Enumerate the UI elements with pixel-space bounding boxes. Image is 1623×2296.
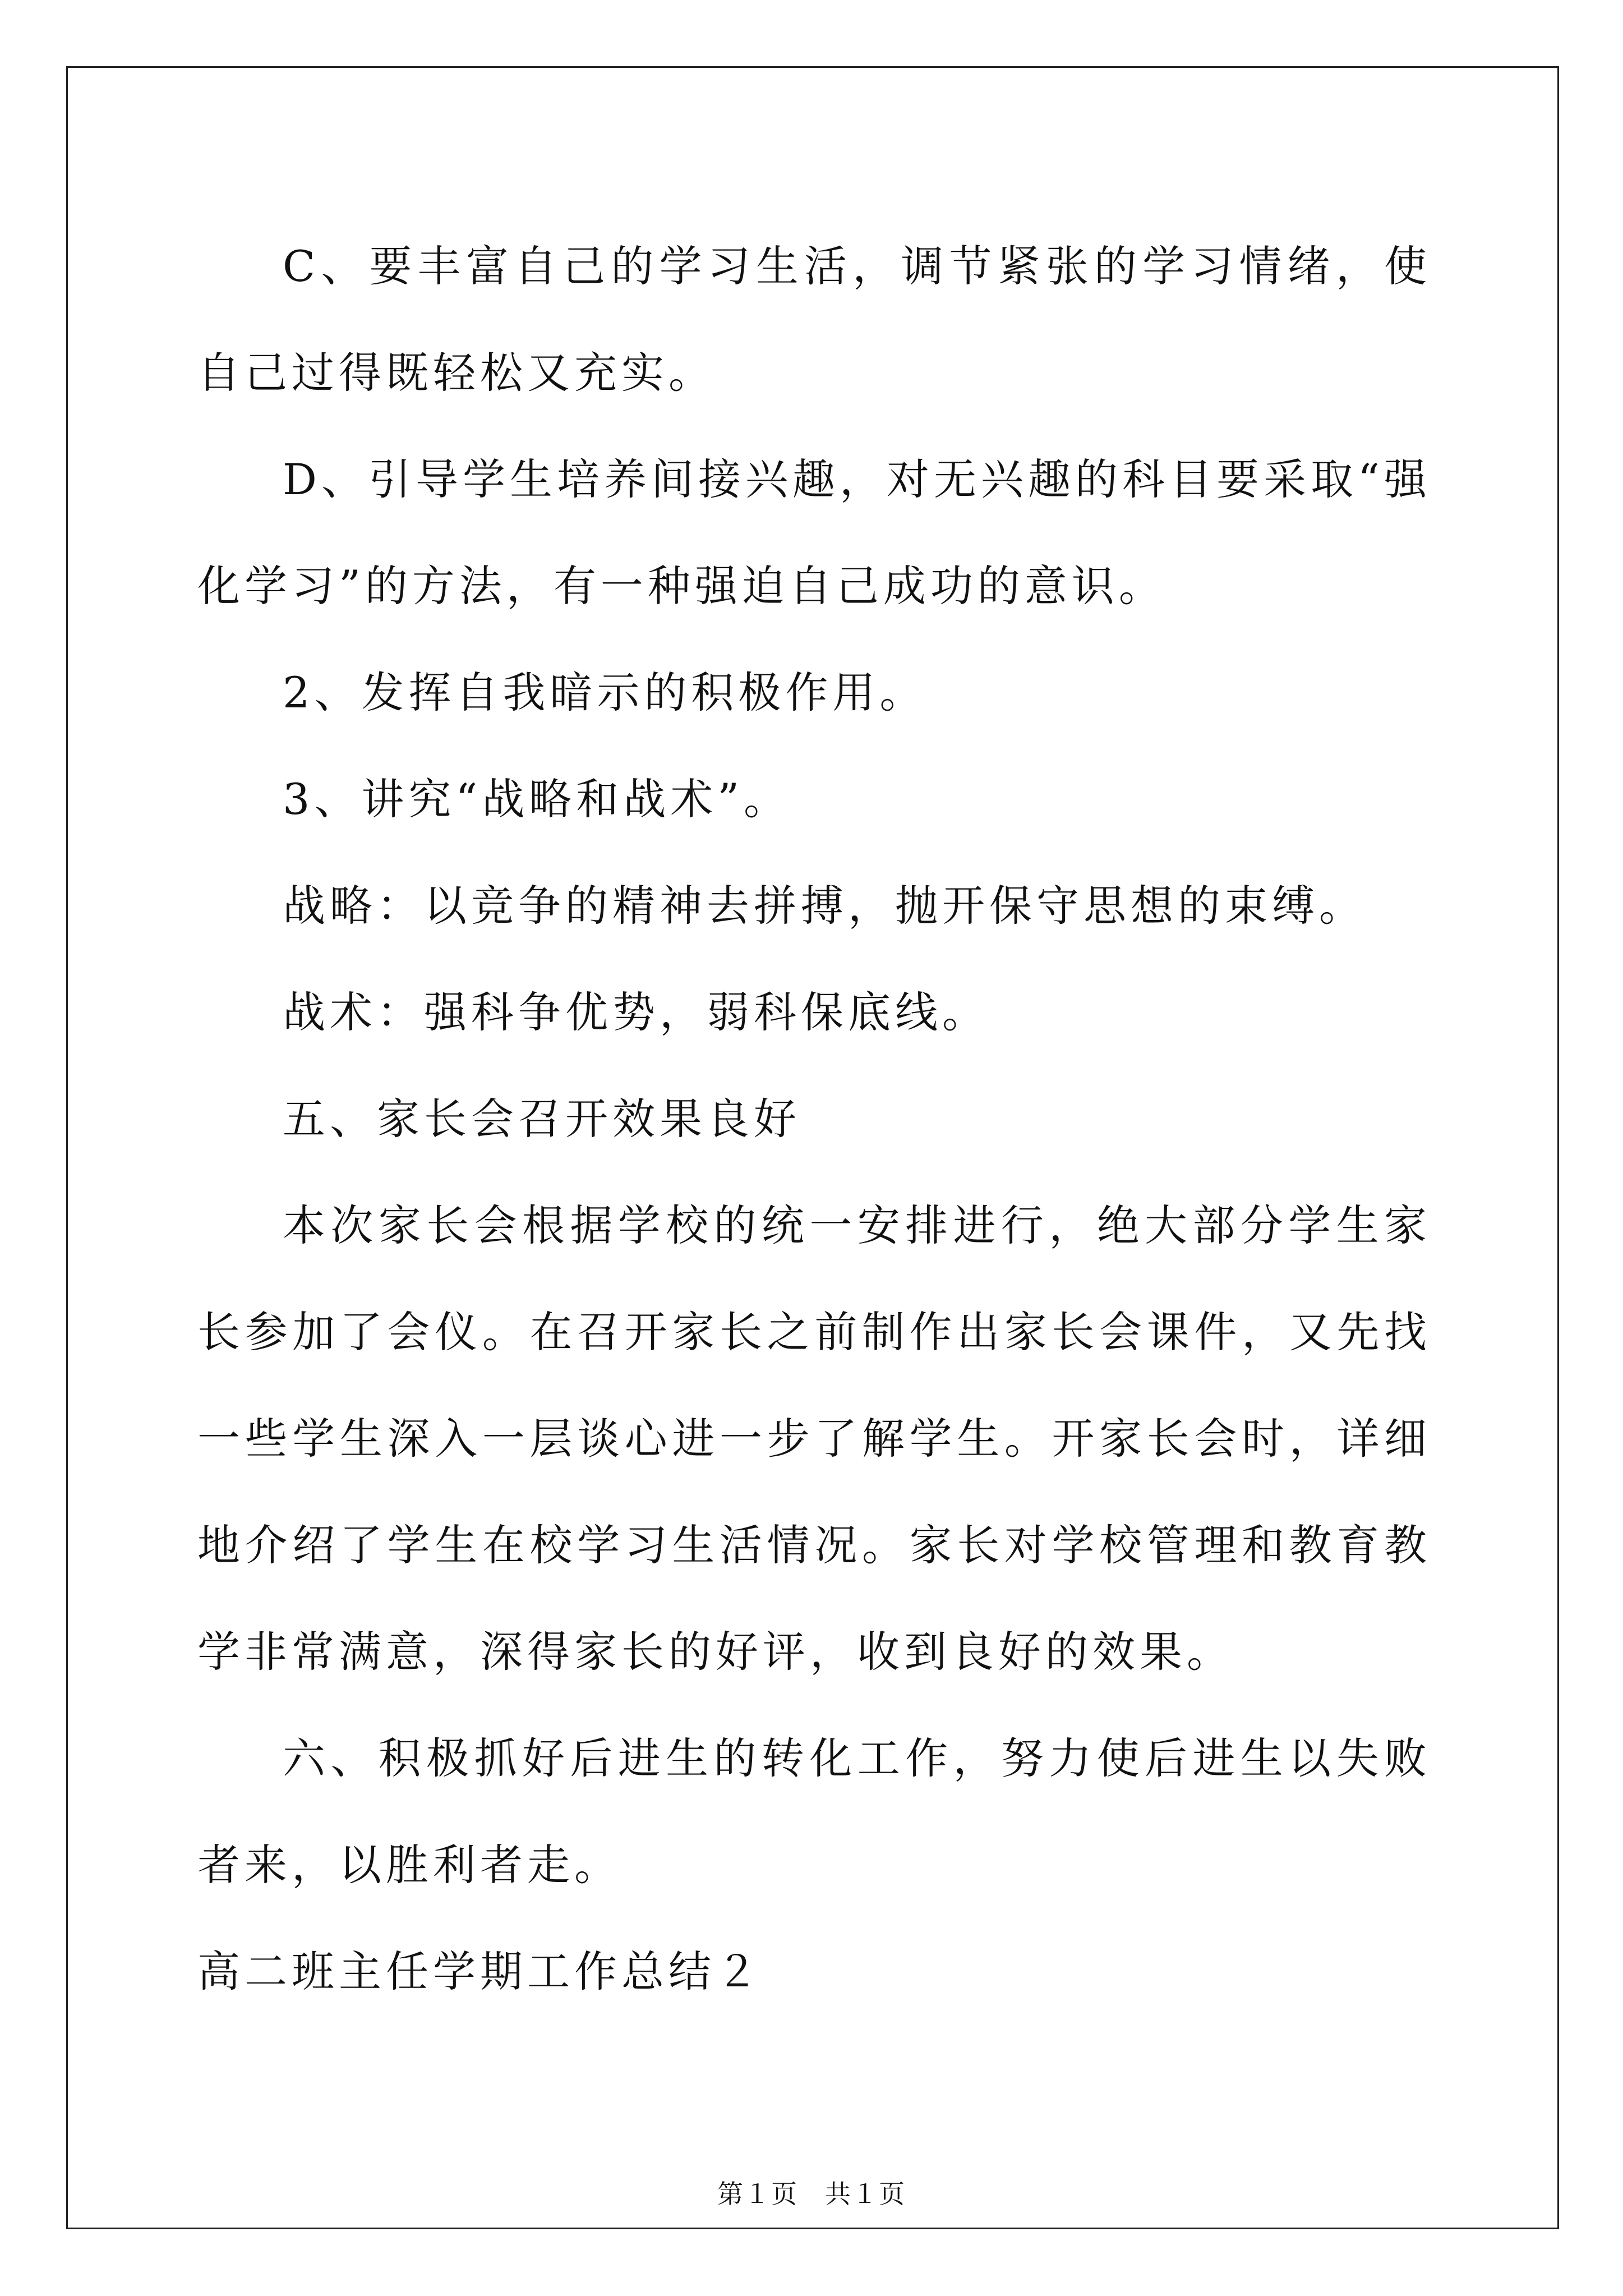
paragraph-c: C、要丰富自己的学习生活，调节紧张的学习情绪，使自己过得既轻松又充实。 xyxy=(197,241,1431,398)
page-footer: 第１页 共１页 xyxy=(717,2179,906,2209)
section-heading-5: 五、家长会召开效果良好 xyxy=(283,1094,801,1144)
paragraph-parent-meeting: 本次家长会根据学校的统一安排进行，绝大部分学生家长参加了会仪。在召开家长之前制作出家长会课件，又先找一些学生深入一层谈心进一步了解学生。开家长会时，详细地介绍了学生在校学习生活情况。家长对学校管理和教育教学非常满意，深得家长的好评，收到良好的效果。 xyxy=(197,1200,1431,1677)
document-body xyxy=(197,213,1431,2025)
section-heading-6: 六、积极抓好后进生的转化工作，努力使后进生以失败者来，以胜利者走。 xyxy=(197,1733,1431,1890)
paragraph-d: D、引导学生培养间接兴趣，对无兴趣的科目要采取“强化学习”的方法，有一种强迫自己成功的意识。 xyxy=(197,454,1431,611)
paragraph-item-3: 3、讲究“战略和战术”。 xyxy=(283,774,791,824)
paragraph-item-2: 2、发挥自我暗示的积极作用。 xyxy=(283,668,927,717)
paragraph-tactics: 战术：强科争优势，弱科保底线。 xyxy=(283,987,989,1037)
paragraph-strategy: 战略：以竞争的精神去拼搏，抛开保守思想的束缚。 xyxy=(283,881,1366,931)
document-title-2: 高二班主任学期工作总结２ xyxy=(197,1947,763,1996)
